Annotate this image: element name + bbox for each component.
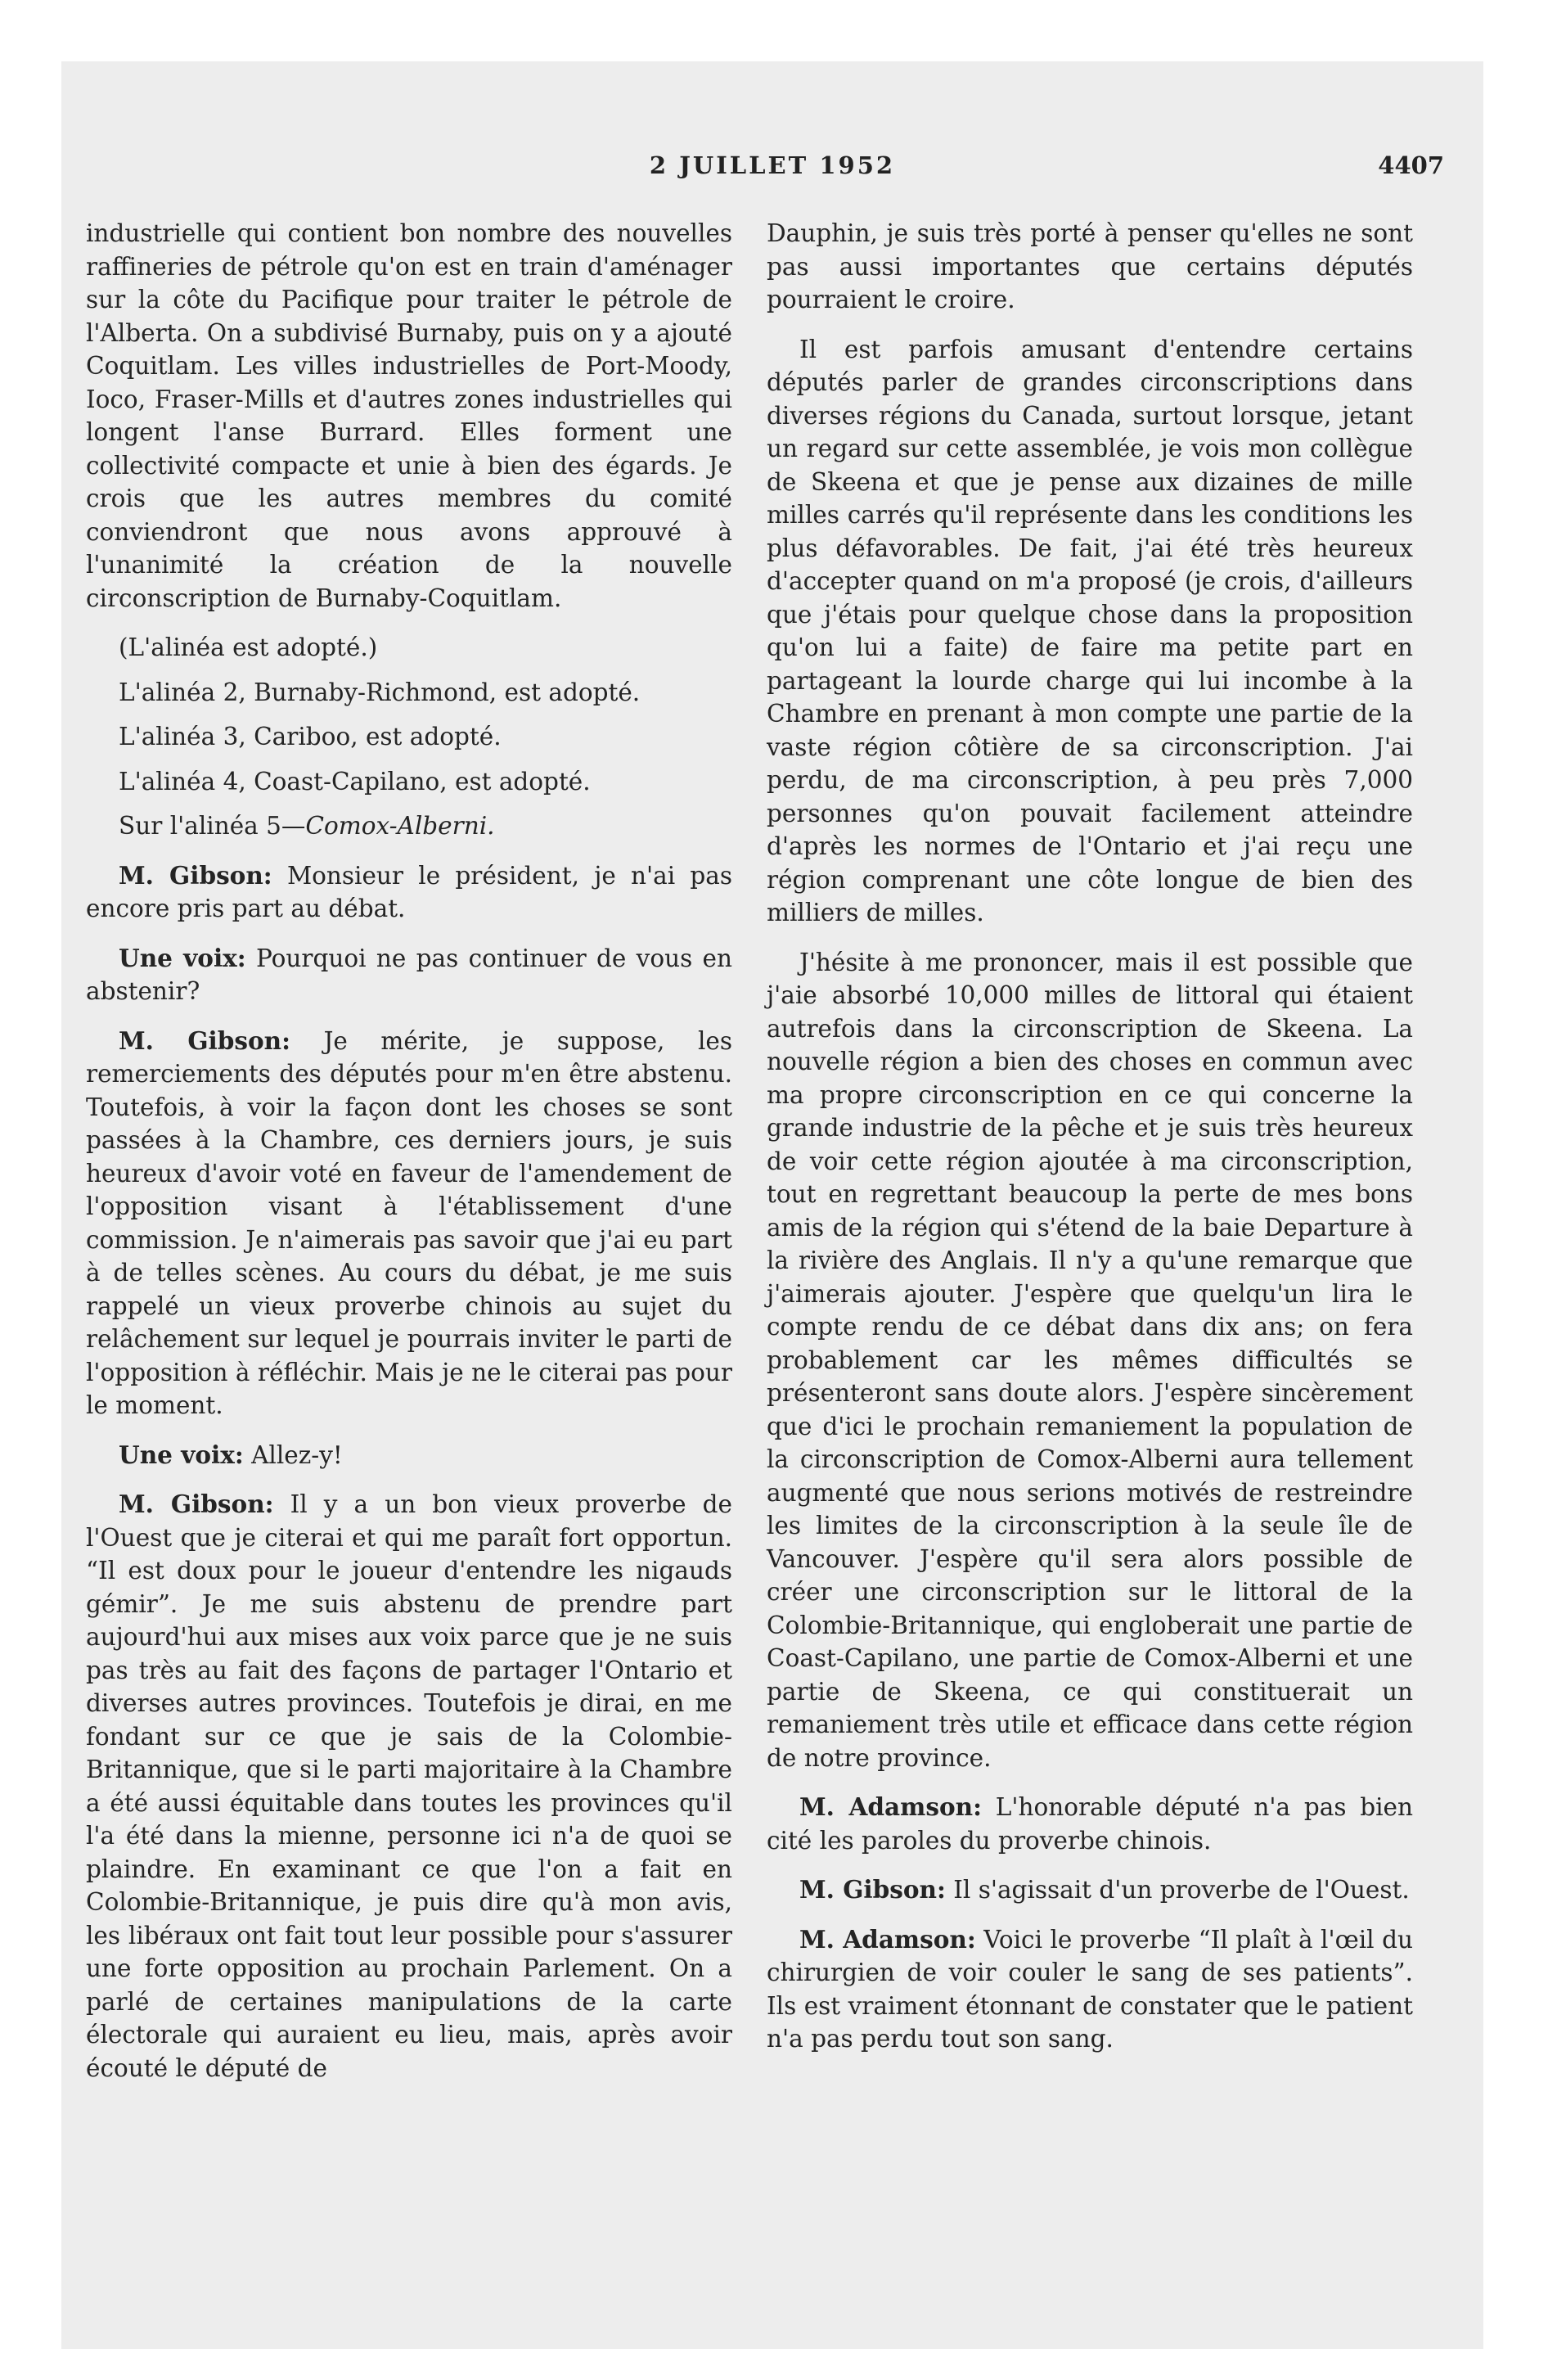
paragraph-text: Dauphin, je suis très porté à penser qu'elles ne sont pas aussi importantes que certains députés pourraient le croire. — [767, 219, 1413, 313]
paragraph-text: J'hésite à me prononcer, mais il est possible que j'aie absorbé 10,000 milles de littoral qui étaient autrefois dans la circonscription de Skeena. La nouvelle région a bien des choses en commun avec ma propre circonscription en ce qui concerne la grande industrie de la pêche et je suis très heureux de voir cette région ajoutée à ma circonscription, tout en regrettant beaucoup la perte de mes bons amis de la région qui s'étend de la baie Departure à la rivière des Anglais. Il n'y a qu'une remarque que j'aimerais ajouter. J'espère que quelqu'un lira le compte rendu de ce débat dans dix ans; on fera probablement car les mêmes difficultés se présenteront sans doute alors. J'espère sincèrement que d'ici le prochain remaniement la population de la circonscription de Comox-Alberni aura tellement augmenté que nous serions motivés de restreindre les limites de la circonscription à la seule île de Vancouver. J'espère qu'il sera alors possible de créer une circonscription sur le littoral de la Colombie-Britannique, qui engloberait une partie de Coast-Capilano, une partie de Comox-Alberni et une partie de Skeena, ce qui constituerait un remaniement très utile et efficace dans cette région de notre province. — [767, 948, 1413, 1772]
paragraph-text: L'alinéa 4, Coast-Capilano, est adopté. — [119, 767, 591, 796]
speech-text: Pourquoi ne pas continuer de vous en abstenir? — [86, 944, 732, 1005]
running-title: 2 JUILLET 1952 — [649, 151, 896, 179]
paragraph — [86, 765, 732, 799]
paragraph-text: (L'alinéa est adopté.) — [119, 633, 378, 661]
paragraph-text: L'alinéa 3, Cariboo, est adopté. — [119, 723, 502, 751]
paragraph — [86, 809, 732, 843]
paragraph — [86, 676, 732, 710]
speaker-name: M. Gibson: — [119, 1025, 291, 1055]
speech-text: L'honorable député n'a pas bien cité les paroles du proverbe chinois. — [767, 1793, 1413, 1855]
speech-text: Il y a un bon vieux proverbe de l'Ouest que je citerai et qui me paraît fort opportun. “Il est doux pour le joueur d'entendre les nigauds gémir”. Je me suis abstenu de prendre part aujourd'hui aux mises aux voix parce que je ne suis pas très au fait des façons de partager l'Ontario et diverses autres provinces. Toutefois je dirai, en me fondant sur ce que je sais de la Colombie-Britannique, que si le parti majoritaire à la Chambre a été aussi équitable dans toutes les provinces qu'il l'a été dans la mienne, personne ici n'a de quoi se plaindre. En examinant ce que l'on a fait en Colombie-Britannique, je puis dire qu'à mon avis, les libéraux ont fait tout leur possible pour s'assurer une forte opposition au prochain Parlement. On a parlé de certaines manipulations de la carte électorale qui auraient eu lieu, mais, après avoir écouté le député de — [86, 1490, 732, 2082]
page-sheet — [61, 61, 1483, 2349]
paragraph-italic: Comox-Alberni. — [305, 812, 495, 840]
left-column — [86, 217, 732, 2101]
speech-text: Je mérite, je suppose, les remerciements des députés pour m'en être abstenu. Toutefois, à voir la façon dont les choses se sont passées à la Chambre, ces derniers jours, je suis heureux d'avoir voté en faveur de l'amendement de l'opposition visant à l'établissement d'une commission. Je n'aimerais pas savoir que j'ai eu part à de telles scènes. Au cours du débat, je me suis rappelé un vieux proverbe chinois au sujet du relâchement sur lequel je pourrais inviter le parti de l'opposition à réfléchir. Mais je ne le citerai pas pour le moment. — [86, 1026, 732, 1419]
paragraph — [767, 217, 1413, 317]
page-header — [61, 151, 1483, 192]
speech — [767, 1791, 1413, 1857]
paragraph-text: L'alinéa 2, Burnaby-Richmond, est adopté. — [119, 678, 641, 706]
paragraph-text: Sur l'alinéa 5— — [119, 812, 306, 840]
paragraph — [767, 333, 1413, 930]
speech — [767, 1873, 1413, 1907]
speaker-name: Une voix: — [119, 1440, 244, 1469]
speaker-name: M. Adamson: — [799, 1792, 983, 1821]
speaker-name: M. Gibson: — [119, 1490, 274, 1518]
paragraph — [86, 631, 732, 665]
speech-text: Il s'agissait d'un proverbe de l'Ouest. — [953, 1876, 1410, 1904]
speech — [86, 1439, 732, 1472]
paragraph — [767, 946, 1413, 1775]
speech — [86, 1488, 732, 2085]
speech-text: Allez-y! — [251, 1440, 343, 1469]
speech-text: Voici le proverbe “Il plaît à l'œil du chirurgien de voir couler le sang de ses patients”. Ils est vraiment étonnant de constater que le patient n'a pas perdu tout son sang. — [767, 1925, 1413, 2053]
speech — [86, 859, 732, 926]
paragraph-text: industrielle qui contient bon nombre des nouvelles raffineries de pétrole qu'on est en train d'aménager sur la côte du Pacifique pour traiter le pétrole de l'Alberta. On a subdivisé Burnaby, puis on y a ajouté Coquitlam. Les villes industrielles de Port-Moody, Ioco, Fraser-Mills et d'autres zones industrielles qui longent l'anse Burrard. Elles forment une collectivité compacte et unie à bien des égards. Je crois que les autres membres du comité conviendront que nous avons approuvé à l'unanimité la création de la nouvelle circonscription de Burnaby-Coquitlam. — [86, 219, 732, 612]
paragraph — [86, 217, 732, 615]
speaker-name: Une voix: — [119, 943, 246, 972]
paragraph-text: Il est parfois amusant d'entendre certains députés parler de grandes circonscriptions dans diverses régions du Canada, surtout lorsque, jetant un regard sur cette assemblée, je vois mon collègue de Skeena et que je pense aux dizaines de mille milles carrés qu'il représente dans les conditions les plus défavorables. De fait, j'ai été très heureux d'accepter quand on m'a proposé (je crois, d'ailleurs que j'étais pour quelque chose dans la proposition qu'on lui a faite) de faire ma petite part en partageant la lourde charge qui lui incombe à la Chambre en prenant à mon compte une partie de la vaste région côtière de sa circonscription. J'ai perdu, de ma circonscription, à peu près 7,000 personnes qu'on pouvait facilement atteindre d'après les normes de l'Ontario et j'ai reçu une région comprenant une côte longue de bien des milliers de milles. — [767, 335, 1413, 926]
speech — [86, 1025, 732, 1422]
paragraph — [86, 720, 732, 754]
page-number: 4407 — [1378, 151, 1444, 179]
speaker-name: M. Gibson: — [799, 1875, 946, 1904]
speaker-name: M. Gibson: — [119, 860, 272, 890]
speech-text: Monsieur le président, je n'ai pas encore pris part au débat. — [86, 861, 732, 922]
speech — [86, 942, 732, 1008]
right-column — [767, 217, 1413, 2072]
speech — [767, 1923, 1413, 2056]
speaker-name: M. Adamson: — [799, 1924, 976, 1954]
